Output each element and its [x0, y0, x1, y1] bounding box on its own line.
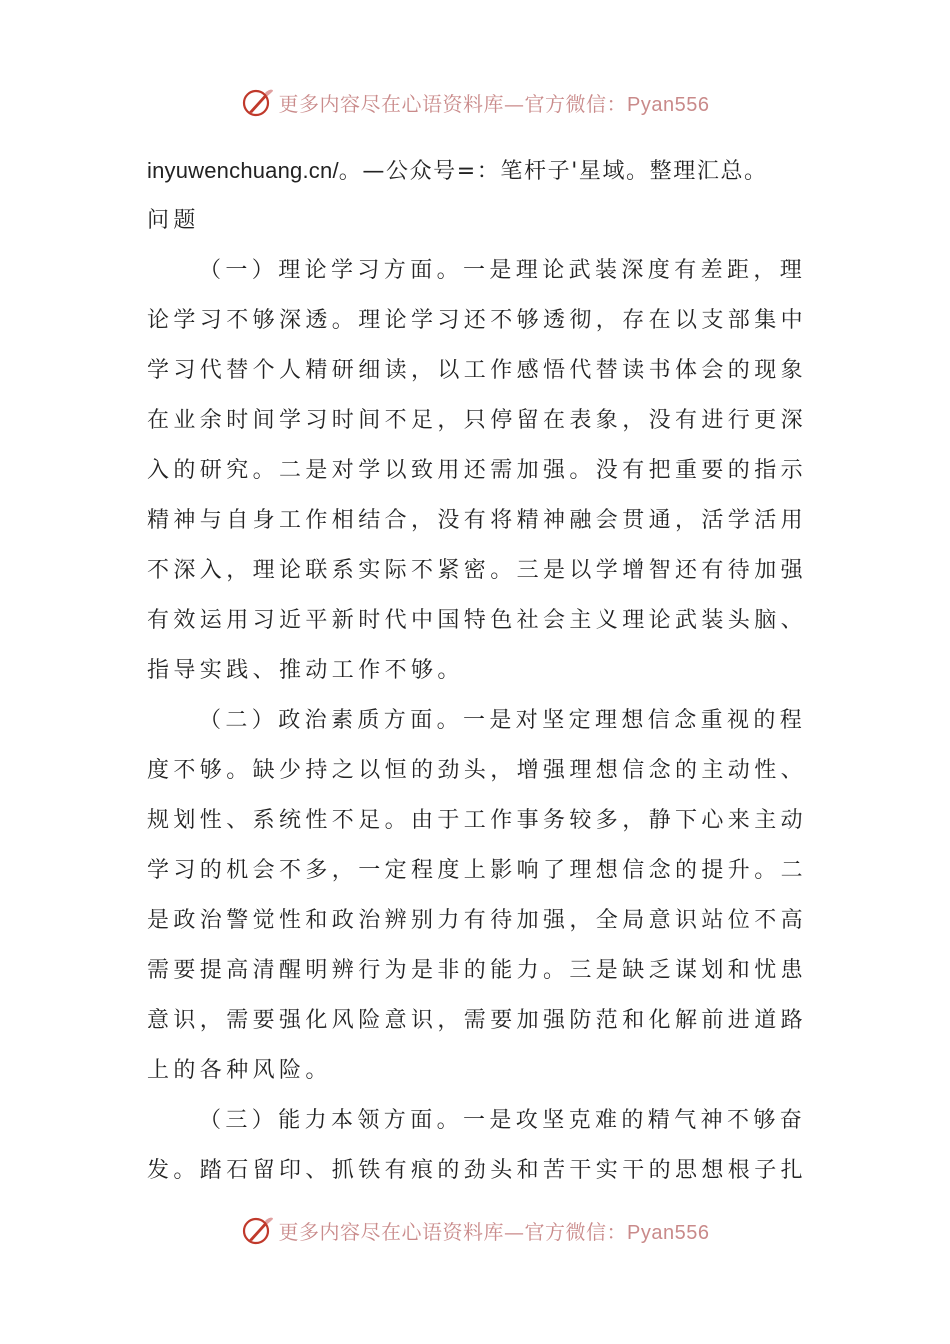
text-line: 入的研究。二是对学以致用还需加强。没有把重要的指示: [147, 458, 808, 483]
section-heading-line: （二）政治素质方面。一是对坚定理想信念重视的程: [199, 708, 807, 733]
text-line: 精神与自身工作相结合，没有将精神融会贯通，活学活用: [147, 508, 808, 533]
text-line: 论学习不够深透。理论学习还不够透彻，存在以支部集中: [147, 308, 808, 333]
section-heading-line: （一）理论学习方面。一是理论武装深度有差距，理: [199, 258, 807, 283]
text-line: 不深入，理论联系实际不紧密。三是以学增智还有待加强: [147, 558, 808, 583]
text-line: 意识，需要强化风险意识，需要加强防范和化解前进道路: [147, 1008, 808, 1033]
document-body: [147, 146, 807, 1196]
quill-pen-icon: [241, 85, 275, 119]
header-watermark: [0, 82, 950, 122]
section-heading-line: （三）能力本领方面。一是攻坚克难的精气神不够奋: [199, 1108, 807, 1133]
text-line: 需要提高清醒明辨行为是非的能力。三是缺乏谋划和忧患: [147, 958, 808, 983]
footer-watermark: [0, 1210, 950, 1250]
text-line: 度不够。缺少持之以恒的劲头，增强理想信念的主动性、: [147, 758, 808, 783]
text-line: 上的各种风险。: [147, 1058, 332, 1083]
text-line: 是政治警觉性和政治辨别力有待加强，全局意识站位不高: [147, 908, 808, 933]
text-line: 指导实践、推动工作不够。: [147, 658, 464, 683]
text-line: inyuwenchuang.cn/。—公众号=：笔杆子'星域。整理汇总。: [147, 158, 768, 184]
text-line: 问题: [147, 208, 200, 233]
text-line: 学习的机会不多，一定程度上影响了理想信念的提升。二: [147, 858, 808, 883]
text-line: 规划性、系统性不足。由于工作事务较多，静下心来主动: [147, 808, 808, 833]
watermark-text: 更多内容尽在心语资料库—官方微信：Pyan556: [278, 91, 710, 116]
text-line: 发。踏石留印、抓铁有痕的劲头和苦干实干的思想根子扎: [147, 1158, 808, 1183]
text-line: 有效运用习近平新时代中国特色社会主义理论武装头脑、: [147, 608, 808, 633]
text-line: 在业余时间学习时间不足，只停留在表象，没有进行更深: [147, 408, 808, 433]
text-line: 学习代替个人精研细读，以工作感悟代替读书体会的现象: [147, 358, 808, 383]
watermark-text: 更多内容尽在心语资料库—官方微信：Pyan556: [278, 1219, 710, 1244]
quill-pen-icon: [241, 1213, 275, 1247]
